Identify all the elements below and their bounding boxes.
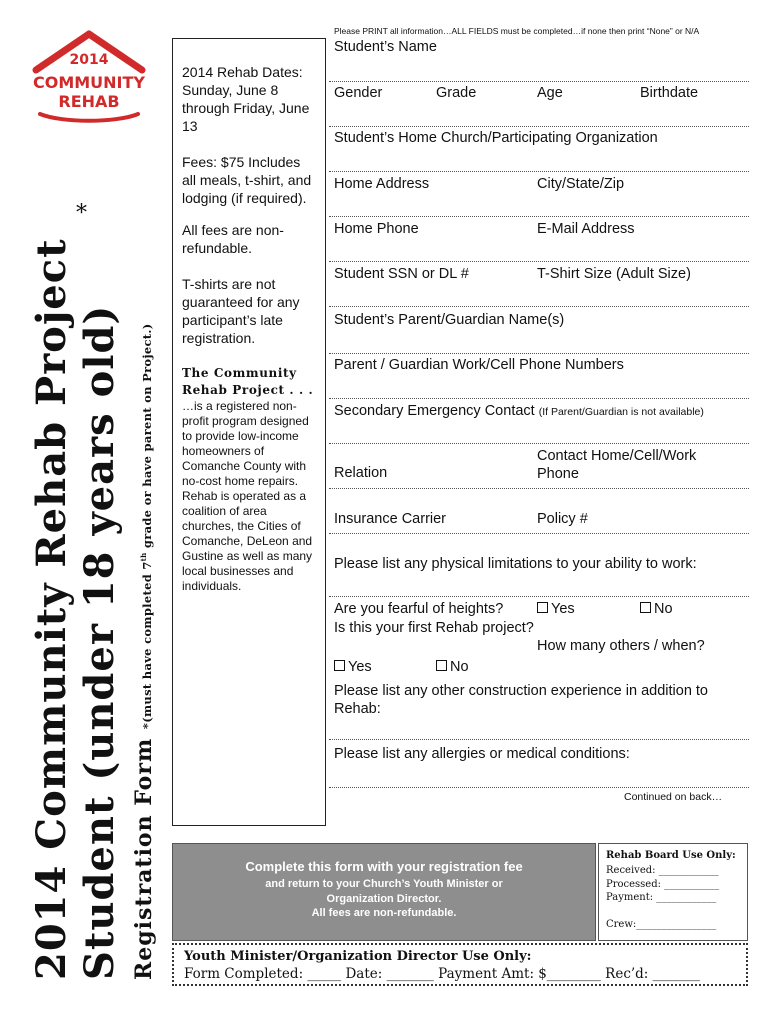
- processed-field[interactable]: Processed: ___________: [606, 878, 720, 890]
- heights-question: Are you fearful of heights?: [334, 601, 504, 617]
- payment-field[interactable]: Payment: ____________: [606, 892, 717, 903]
- about-title: The Community Rehab Project . . .: [182, 366, 314, 397]
- youth-minister-box: [172, 943, 748, 986]
- church-label: Student’s Home Church/Participating Organization: [334, 130, 658, 146]
- email-label: E-Mail Address: [537, 221, 635, 237]
- registration-form-label: Registration Form: [131, 737, 157, 980]
- emergency-label: Secondary Emergency Contact (If Parent/Guardian is not available): [334, 403, 704, 419]
- about-body: …is a registered non-profit program designed to provide low-income homeowners of Comanche County with no-cost home repairs. Rehab is operated as a coalition of area churches, the Cities of Comanche, DeLeon and Gustine as well as many local businesses and individuals.: [182, 399, 313, 593]
- title-line-1: 2014 Community Rehab Project: [28, 238, 75, 980]
- fee-box-line-1: and return to your Church’s Youth Minister or: [265, 878, 503, 890]
- limitations-label: Please list any physical limitations to your ability to work:: [334, 556, 697, 572]
- youth-title: Youth Minister/Organization Director Use Only:: [184, 949, 532, 964]
- emergency-note: (If Parent/Guardian is not available): [538, 406, 704, 418]
- title-line-2: Student (under 18 years old): [76, 304, 123, 980]
- construction-label: Please list any other construction experience in addition to Rehab:: [334, 683, 708, 717]
- info-panel: [172, 38, 326, 826]
- gender-label: Gender: [334, 85, 383, 101]
- grade-label: Grade: [436, 85, 477, 101]
- policy-label: Policy #: [537, 511, 588, 527]
- heights-yes[interactable]: Yes: [537, 600, 575, 618]
- fee-box-line-3: All fees are non-refundable.: [311, 907, 457, 919]
- fees-info: Fees: $75 Includes all meals, t-shirt, and lodging (if required).: [182, 154, 312, 206]
- registration-fee-box: [172, 843, 596, 941]
- logo-base-icon: [40, 114, 138, 121]
- row-allergies[interactable]: [329, 739, 749, 788]
- rehab-dates: 2014 Rehab Dates: Sunday, June 8 through Friday, June 13: [182, 64, 310, 134]
- relation-label: Relation: [334, 465, 388, 481]
- tshirt-note: T-shirts are not guaranteed for any participant’s late registration.: [182, 276, 300, 346]
- received-field[interactable]: Received: ____________: [606, 865, 719, 876]
- nonrefundable-note: All fees are non-refundable.: [182, 222, 284, 256]
- city-label: City/State/Zip: [537, 176, 625, 192]
- first-rehab-question: Is this your first Rehab project?: [334, 620, 534, 636]
- board-title: Rehab Board Use Only:: [606, 850, 736, 861]
- address-label: Home Address: [334, 176, 430, 192]
- contact-phone-label: Contact Home/Cell/Work Phone: [537, 448, 697, 482]
- continued-note: Continued on back…: [624, 791, 723, 803]
- logo-line-rehab: REHAB: [58, 92, 120, 111]
- parent-name-label: Student’s Parent/Guardian Name(s): [334, 312, 565, 328]
- logo-year: 2014: [69, 52, 109, 68]
- heights-no[interactable]: No: [640, 600, 673, 618]
- home-phone-label: Home Phone: [334, 221, 419, 237]
- how-many-label: How many others / when?: [537, 638, 705, 654]
- student-name-label: Student’s Name: [334, 39, 437, 55]
- fee-box-title: Complete this form with your registration fee: [245, 859, 523, 874]
- crew-field[interactable]: Crew:________________: [606, 918, 717, 930]
- parent-phone-label: Parent / Guardian Work/Cell Phone Numbers: [334, 357, 624, 373]
- print-instructions: Please PRINT all information…ALL FIELDS must be completed…if none then print “None” or N/A: [334, 26, 700, 36]
- community-rehab-logo: [22, 30, 156, 130]
- fee-box-line-2: Organization Director.: [326, 892, 442, 905]
- row-questions: [329, 596, 749, 677]
- first-rehab-yes[interactable]: Yes: [334, 658, 372, 676]
- logo-line-community: COMMUNITY: [32, 73, 146, 92]
- first-rehab-no[interactable]: No: [436, 658, 469, 676]
- ssn-label: Student SSN or DL #: [334, 266, 469, 282]
- allergies-label: Please list any allergies or medical conditions:: [334, 746, 630, 762]
- title-star: *: [76, 201, 87, 226]
- birthdate-label: Birthdate: [640, 85, 699, 101]
- tshirt-size-label: T-Shirt Size (Adult Size): [537, 266, 691, 282]
- title-line-3: [131, 324, 157, 980]
- age-label: Age: [537, 85, 563, 101]
- board-use-box: [598, 843, 748, 941]
- asterisk-note: *(must have completed 7th grade or have parent on Project.): [139, 323, 154, 730]
- insurance-label: Insurance Carrier: [334, 511, 447, 527]
- youth-fields[interactable]: Form Completed: _____ Date: _______ Payment Amt: $________ Rec’d: _______: [184, 966, 700, 982]
